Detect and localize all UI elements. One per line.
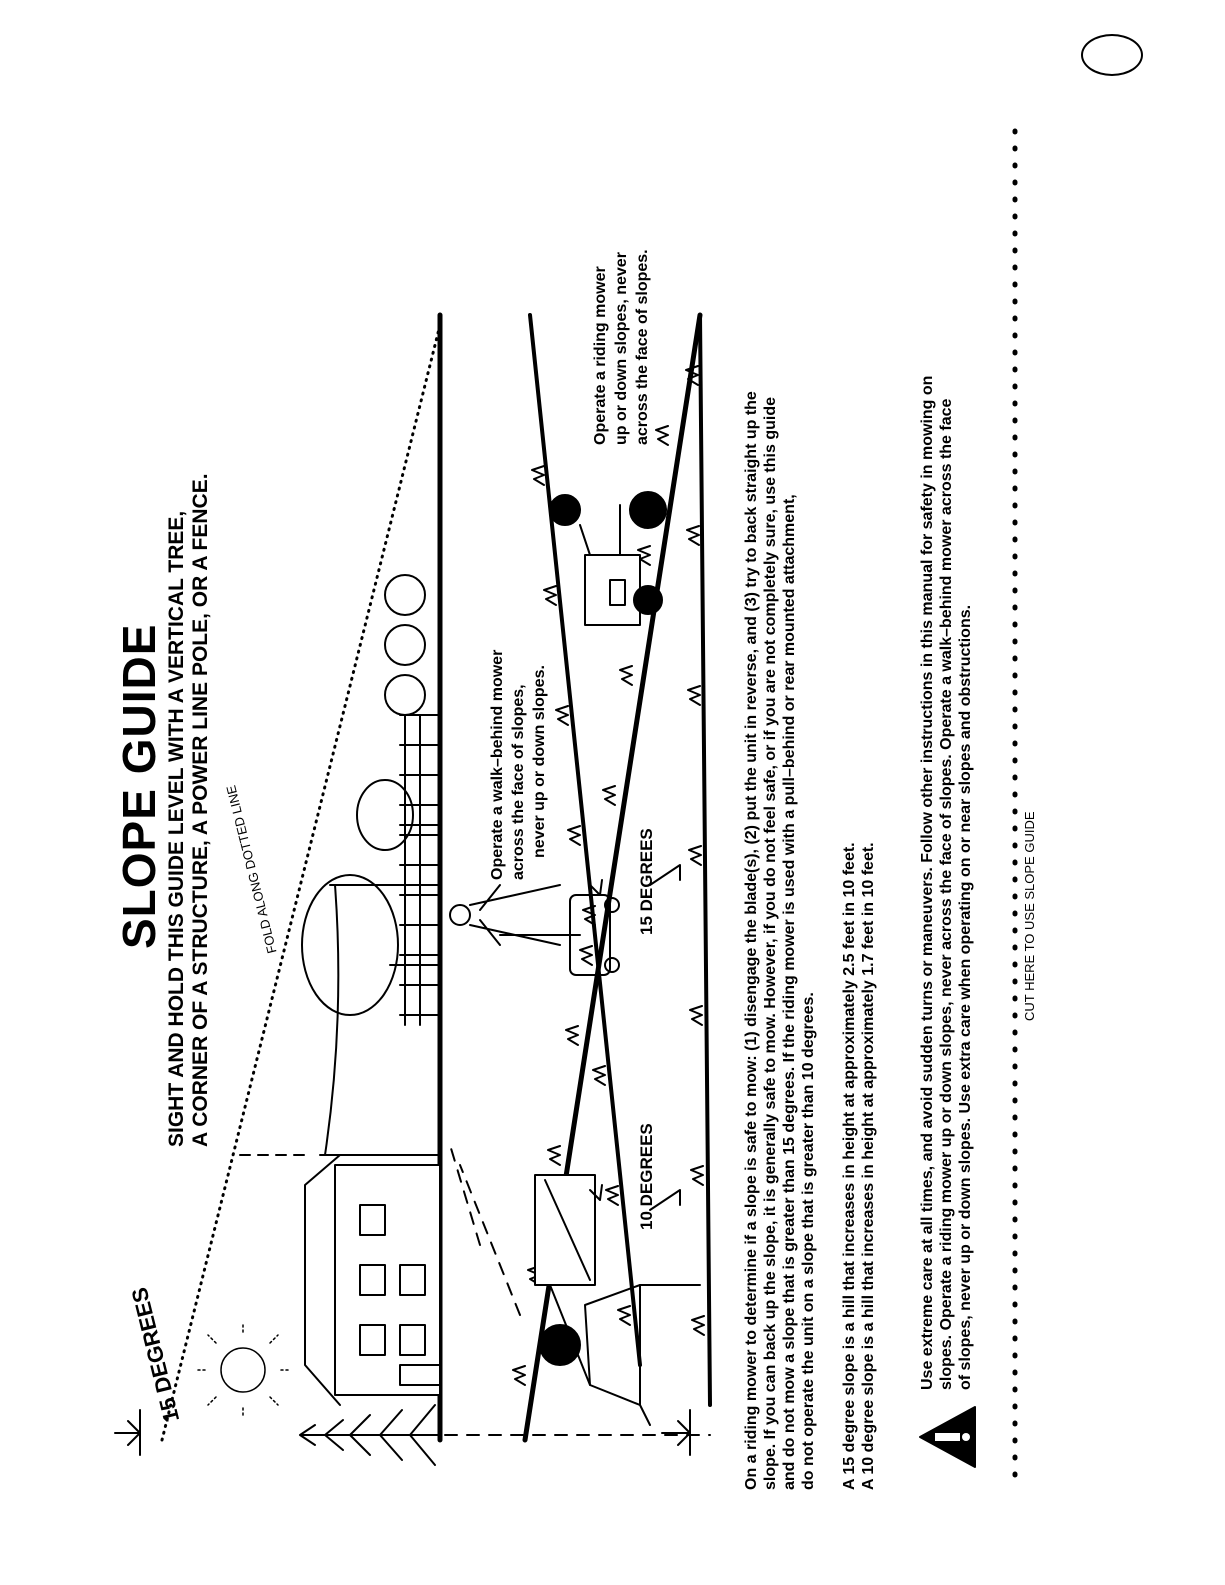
- instructions-line-3: and do not mow a slope that is greater than 15 degrees. If the riding mower is used with a pull–behind or rear mounted attachment,: [781, 494, 798, 1490]
- page-title: SLOPE GUIDE: [113, 623, 165, 949]
- slope-facts-line-1: A 15 degree slope is a hill that increases in height at approximately 2.5 feet in 10 feet.: [841, 842, 858, 1490]
- subtitle-line-1: SIGHT AND HOLD THIS GUIDE LEVEL WITH A VERTICAL TREE,: [165, 510, 188, 1147]
- fence: [400, 715, 440, 1025]
- riding-mower: [550, 492, 666, 625]
- riding-caption-line-1: Operate a riding mower: [592, 266, 609, 445]
- warning-text: [918, 376, 975, 1390]
- fifteen-degrees-label: 15 DEGREES: [637, 828, 656, 935]
- subtitle-line-2: A CORNER OF A STRUCTURE, A POWER LINE POLE, OR A FENCE.: [189, 473, 212, 1147]
- slope-facts-line-2: A 10 degree slope is a hill that increases in height at approximately 1.7 feet in 10 feet.: [860, 842, 877, 1490]
- walk-behind-caption-line-3: never up or down slopes.: [531, 665, 548, 858]
- warning-line-1: Use extreme care at all times, and avoid sudden turns or maneuvers. Follow other instructions in this manual for safety in mowing on: [919, 375, 936, 1390]
- riding-caption-line-3: across the face of slopes.: [634, 249, 651, 445]
- angle-label-top: 15 DEGREES: [126, 1284, 185, 1425]
- walk-behind-caption-line-2: across the face of slopes,: [510, 684, 527, 880]
- house: [305, 1155, 440, 1405]
- sun: [195, 1322, 291, 1418]
- slope-facts: [840, 842, 878, 1490]
- person-sighting: [450, 1145, 700, 1425]
- warning-line-2: slopes. Operate a riding mower up or down slopes, never across the face of slopes. Operate a walk–behind mower across the face: [938, 398, 955, 1390]
- instructions-line-1: On a riding mower to determine if a slope is safe to mow: (1) disengage the blade(s), (2) put the unit in reverse, and (3) try to back straight up the: [743, 391, 760, 1490]
- riding-caption-line-2: up or down slopes, never: [613, 252, 630, 445]
- cut-label: CUT HERE TO USE SLOPE GUIDE: [1022, 808, 1037, 1026]
- walk-behind-caption-line-1: Operate a walk–behind mower: [489, 649, 506, 880]
- walk-behind-caption: [487, 650, 550, 880]
- riding-caption: [590, 249, 653, 445]
- instructions: [742, 391, 818, 1490]
- fold-label: FOLD ALONG DOTTED LINE: [223, 783, 280, 955]
- warning-icon: [920, 1407, 975, 1467]
- slope-15-degrees: [700, 315, 710, 1405]
- warning-line-3: of slopes, never up or down slopes. Use extra care when operating on or near slopes and obstructions.: [957, 604, 974, 1390]
- degree-arrows: [590, 865, 680, 1210]
- pine-tree: [300, 1405, 440, 1465]
- ten-degrees-label: 10 DEGREES: [637, 1123, 656, 1230]
- instructions-line-4: do not operate the unit on a slope that is greater than 10 degrees.: [800, 992, 817, 1490]
- instructions-line-2: slope. If you can back up the slope, it is generally safe to mow. However, if you do not feel safe, or if you are not completely sure, use this guide: [762, 397, 779, 1490]
